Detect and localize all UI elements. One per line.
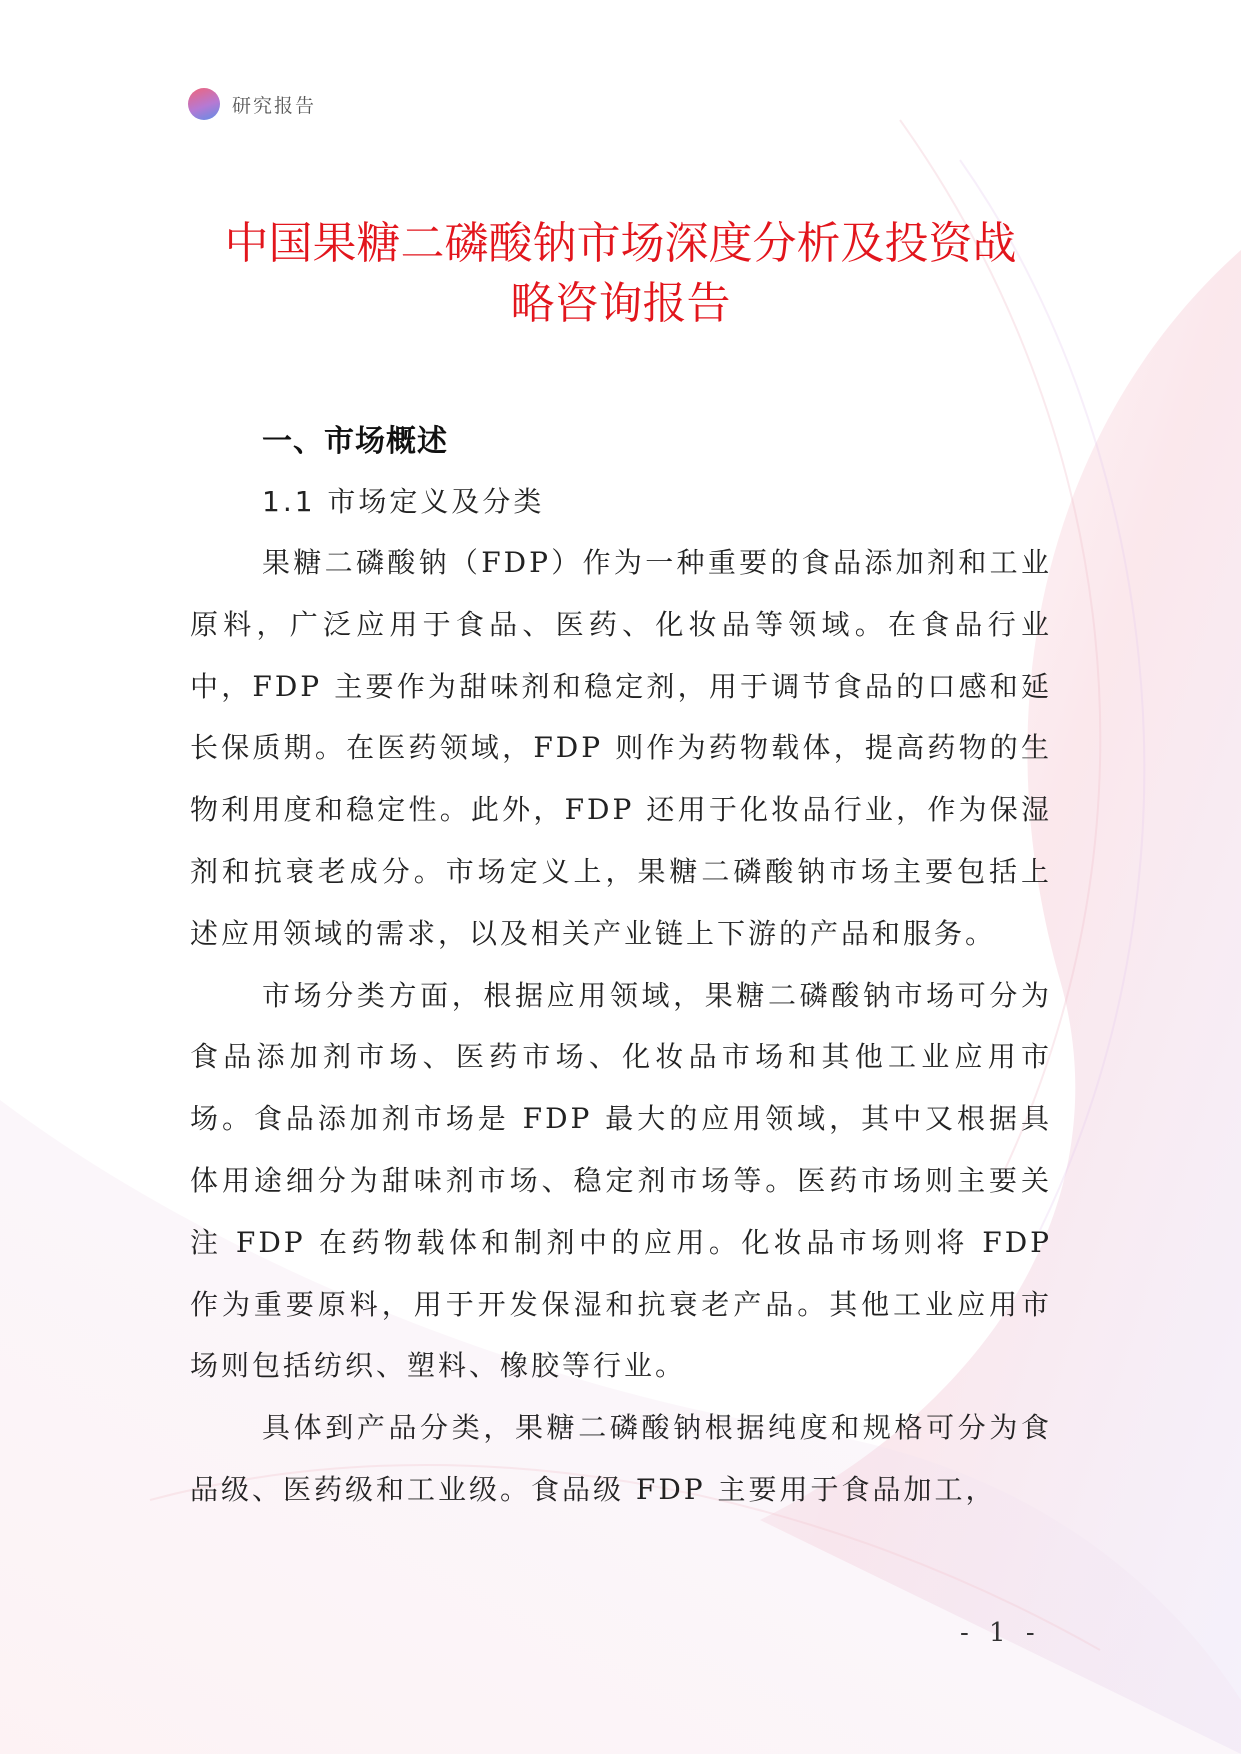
document-body bbox=[190, 412, 1052, 1521]
paragraph: 果糖二磷酸钠（FDP）作为一种重要的食品添加剂和工业原料，广泛应用于食品、医药、化妆品等领域。在食品行业中，FDP 主要作为甜味剂和稳定剂，用于调节食品的口感和延长保质期。在医药领域，FDP 则作为药物载体，提高药物的生物利用度和稳定性。此外，FDP 还用于化妆品行业，作为保湿剂和抗衰老成分。市场定义上，果糖二磷酸钠市场主要包括上述应用领域的需求，以及相关产业链上下游的产品和服务。 bbox=[190, 546, 1052, 950]
report-header bbox=[188, 88, 316, 120]
title-line-1: 中国果糖二磷酸钠市场深度分析及投资战 bbox=[224, 218, 1017, 269]
page-number: - 1 - bbox=[960, 1618, 1041, 1648]
header-label: 研究报告 bbox=[232, 94, 317, 117]
logo-icon bbox=[188, 88, 220, 120]
document-title bbox=[150, 214, 1091, 334]
paragraph: 市场分类方面，根据应用领域，果糖二磷酸钠市场可分为食品添加剂市场、医药市场、化妆品市场和其他工业应用市场。食品添加剂市场是 FDP 最大的应用领域，其中又根据具体用途细分为甜味剂市场、稳定剂市场等。医药市场则主要关注 FDP 在药物载体和制剂中的应用。化妆品市场则将 FDP 作为重要原料，用于开发保湿和抗衰老产品。其他工业应用市场则包括纺织、塑料、橡胶等行业。 bbox=[190, 978, 1052, 1383]
title-line-2: 略咨询报告 bbox=[510, 278, 731, 329]
section-heading: 一、市场概述 bbox=[262, 424, 448, 459]
subsection-heading: 1.1 市场定义及分类 bbox=[262, 485, 545, 518]
paragraph: 具体到产品分类，果糖二磷酸钠根据纯度和规格可分为食品级、医药级和工业级。食品级 FDP 主要用于食品加工， bbox=[190, 1411, 1052, 1506]
